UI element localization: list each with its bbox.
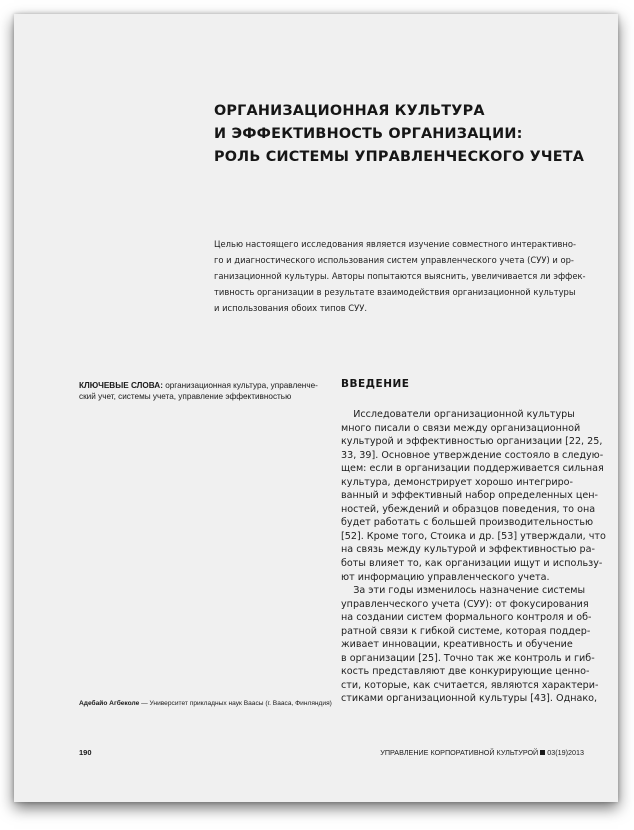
journal-name: УПРАВЛЕНИЕ КОРПОРАТИВНОЙ КУЛЬТУРОЙ — [380, 748, 539, 757]
body-line: на создании систем формального контроля и об- — [341, 612, 592, 624]
body-line: культурой и эффективностью организации [22, 25, — [341, 436, 603, 448]
body-line: культура, демонстрирует хорошо интегриро- — [341, 476, 573, 488]
body-line: боты влияет то, как организации ищут и использу- — [341, 558, 603, 570]
keywords-text: ский учет, системы учета, управление эффективностью — [79, 392, 292, 401]
square-bullet-icon — [540, 750, 545, 755]
body-line: живает инновации, креативность и обучение — [341, 639, 573, 651]
title-line: И ЭФФЕКТИВНОСТЬ ОРГАНИЗАЦИИ: — [214, 126, 523, 142]
keywords-block — [79, 380, 329, 402]
body-line: управленческого учета (СУУ): от фокусирования — [341, 598, 589, 610]
body-line: ванный и эффективный набор определенных цен- — [341, 490, 598, 502]
body-line: ностей, убеждений и образцов поведения, то она — [341, 503, 596, 515]
body-line: стиками организационной культуры [43]. Однако, — [341, 693, 598, 705]
body-text — [341, 408, 606, 706]
abstract-line: ганизационной культуры. Авторы попытаются выяснить, увеличивается ли эффек- — [214, 271, 586, 281]
body-line: кость представляют две конкурирующие ценно- — [341, 666, 590, 678]
body-line: За эти годы изменилось назначение системы — [341, 585, 586, 597]
abstract-line: го и диагностического использования систем управленческого учета (СУУ) и ор- — [214, 255, 574, 265]
body-line: щем: если в организации поддерживается сильная — [341, 463, 604, 475]
article-title — [214, 100, 594, 169]
body-line: будет работать с большей производительностью — [341, 517, 594, 529]
body-line: Исследователи организационной культуры — [341, 409, 575, 420]
issue-number: 03(19)2013 — [547, 748, 584, 757]
keywords-text: организационная культура, управленче- — [162, 381, 318, 390]
document-page — [14, 14, 618, 802]
body-line: на связь между культурой и эффективностью ра- — [341, 544, 595, 556]
keywords-line — [79, 380, 329, 391]
author-note — [79, 700, 332, 707]
page-number: 190 — [79, 748, 92, 757]
author-affiliation: — Университет прикладных наук Ваасы (г. Вааса, Финляндия) — [139, 700, 332, 707]
section-heading: ВВЕДЕНИЕ — [341, 378, 410, 390]
running-footer — [380, 748, 584, 757]
abstract-line: Целью настоящего исследования является изучение совместного интерактивно- — [214, 239, 577, 249]
body-line: в организации [25]. Точно так же контроль и гиб- — [341, 652, 595, 664]
abstract-line: и использования обоих типов СУУ. — [214, 303, 368, 313]
body-line: ют информацию управленческого учета. — [341, 571, 550, 583]
body-line: 33, 39]. Основное утверждение состояло в следую- — [341, 449, 604, 461]
title-line: ОРГАНИЗАЦИОННАЯ КУЛЬТУРА — [214, 103, 485, 119]
body-line: ратной связи к гибкой системе, которая поддер- — [341, 625, 591, 637]
keywords-label: КЛЮЧЕВЫЕ СЛОВА: — [79, 381, 163, 390]
title-line: РОЛЬ СИСТЕМЫ УПРАВЛЕНЧЕСКОГО УЧЕТА — [214, 149, 585, 165]
author-name: Адебайо Агбеколе — [79, 700, 140, 707]
abstract-line: тивность организации в результате взаимодействия организационной культуры — [214, 287, 576, 297]
body-line: много писали о связи между организационной — [341, 422, 581, 434]
abstract — [214, 236, 586, 316]
body-line: [52]. Кроме того, Стоика и др. [53] утверждали, что — [341, 530, 606, 542]
body-line: сти, которые, как считается, являются характери- — [341, 679, 599, 691]
